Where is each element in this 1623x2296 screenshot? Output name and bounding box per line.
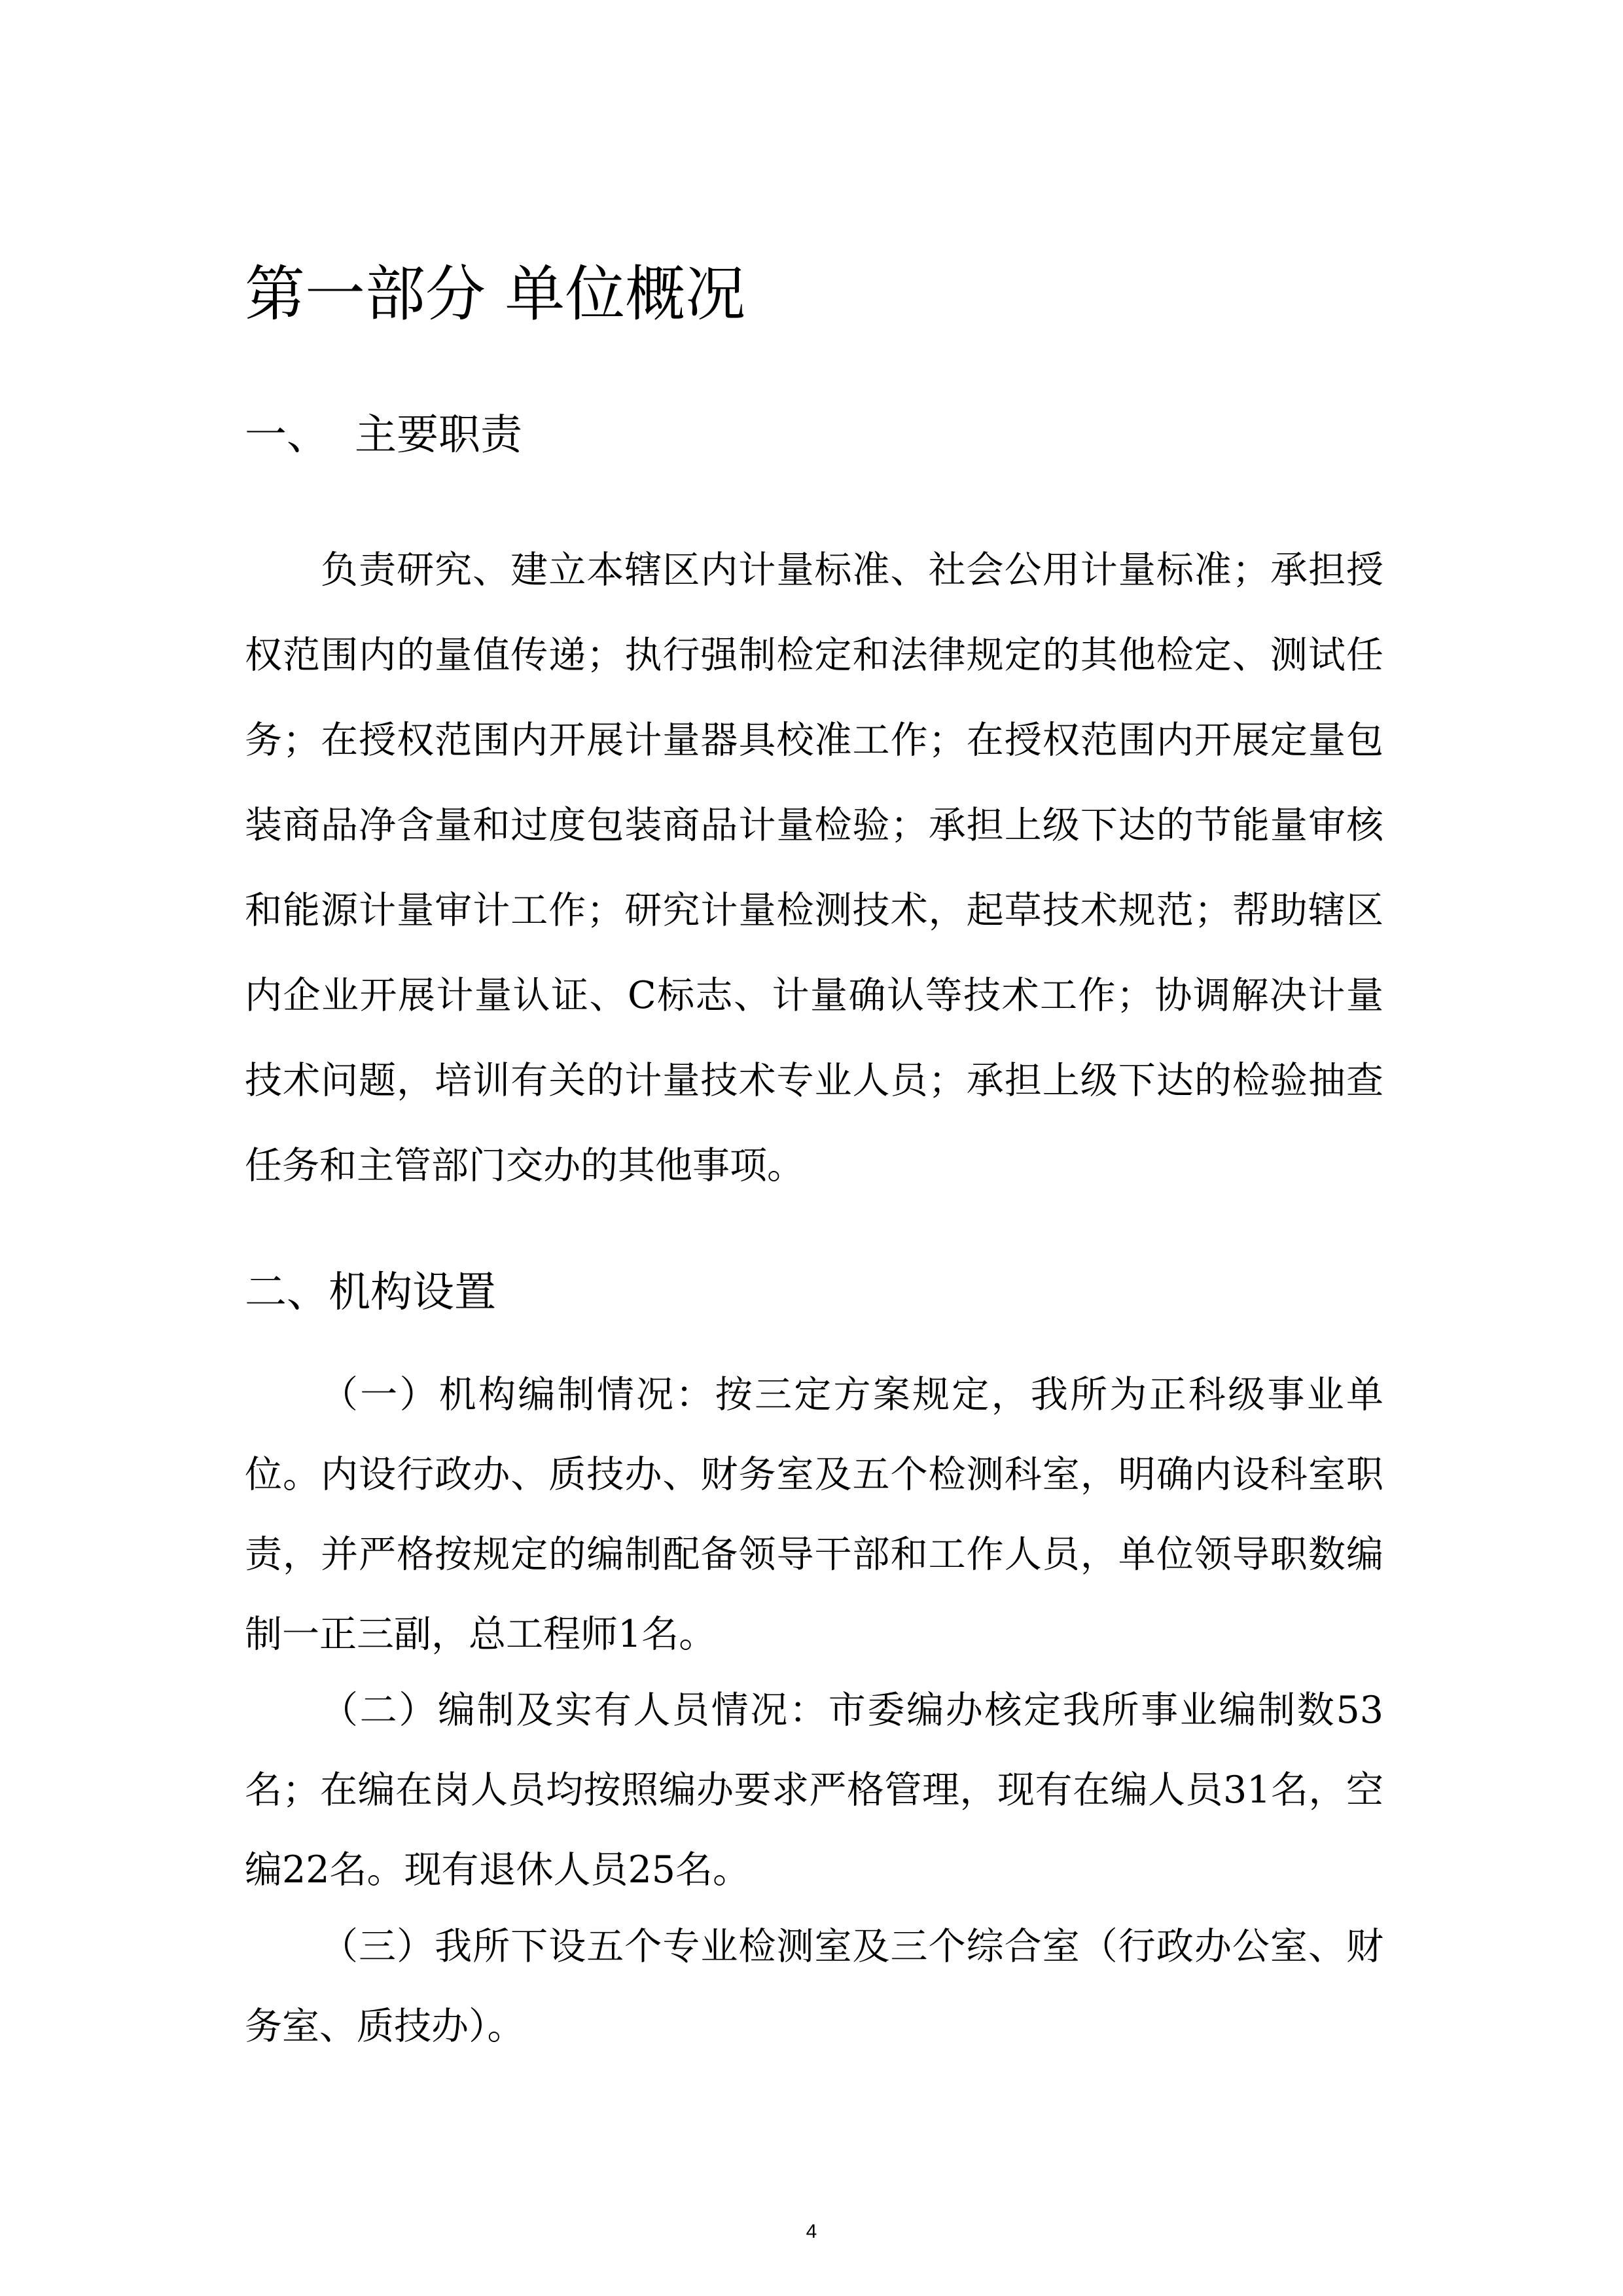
staffing-paragraph: （二）编制及实有人员情况：市委编办核定我所事业编制数53名；在编在岗人员均按照编办要求严格管理，现有在编人员31名，空编22名。现有退休人员25名。 [245,1689,1383,1892]
section-title: 主要职责 [355,411,522,459]
section-number: 二、 [245,1268,329,1317]
section-title: 机构设置 [329,1268,496,1317]
org-establishment-paragraph: （一）机构编制情况：按三定方案规定，我所为正科级事业单位。内设行政办、质技办、财务室及五个检测科室，明确内设科室职责，并严格按规定的编制配备领导干部和工作人员，单位领导职数编制一正三副，总工程师1名。 [245,1373,1383,1656]
duties-paragraph: 负责研究、建立本辖区内计量标准、社会公用计量标准；承担授权范围内的量值传递；执行强制检定和法律规定的其他检定、测试任务；在授权范围内开展计量器具校准工作；在授权范围内开展定量包装商品净含量和过度包装商品计量检验；承担上级下达的节能量审核和能源计量审计工作；研究计量检测技术，起草技术规范；帮助辖区内企业开展计量认证、C标志、计量确认等技术工作；协调解决计量技术问题，培训有关的计量技术专业人员；承担上级下达的检验抽查任务和主管部门交办的其他事项。 [245,548,1383,1187]
section-heading-main-duties [245,406,522,465]
departments-paragraph: （三）我所下设五个专业检测室及三个综合室（行政办公室、财务室、质技办）。 [245,1925,1383,2048]
section-heading-organization [245,1263,496,1322]
section-number: 一、 [245,411,329,459]
page-number: 4 [806,2221,817,2242]
part-title: 第一部分 单位概况 [245,259,746,329]
